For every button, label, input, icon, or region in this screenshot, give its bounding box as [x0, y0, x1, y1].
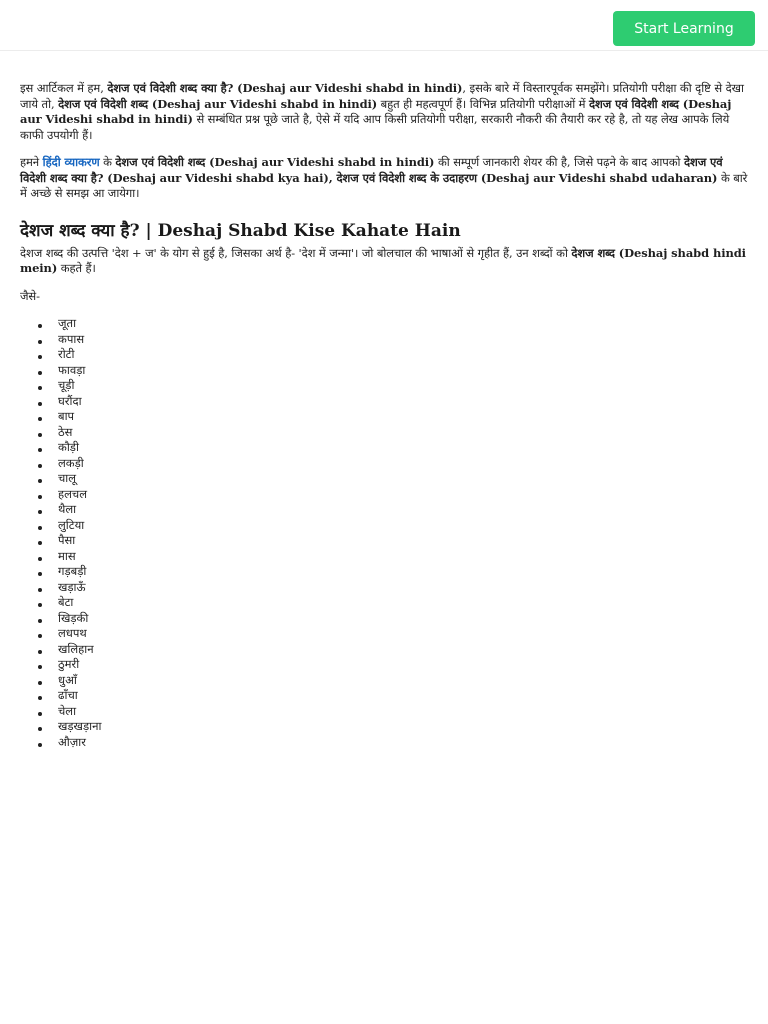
bullet-icon: [38, 665, 42, 669]
definition-text-1: देशज शब्द की उत्पत्ति 'देश + ज' के योग से हुई है, जिसका अर्थ है- 'देश में जन्मा'। जो बोलचाल की भाषाओं से गृहीत हैं, उन शब्दों को: [20, 245, 572, 260]
intro-paragraph-1: [20, 81, 748, 143]
list-item: [58, 580, 748, 596]
list-item-text: ढाँचा: [58, 688, 78, 702]
bullet-icon: [38, 448, 42, 452]
hindi-vyakaran-link[interactable]: हिंदी व्याकरण: [42, 155, 100, 169]
list-item: [58, 564, 748, 580]
intro2-text-4: के बारे में अच्छे से समझ आ जायेगा।: [20, 170, 748, 200]
list-item: [58, 502, 748, 518]
definition-paragraph: [20, 246, 748, 277]
list-item-text: चालू: [58, 471, 77, 485]
bullet-icon: [38, 588, 42, 592]
list-item-text: चेला: [58, 703, 77, 718]
list-item: [58, 332, 748, 348]
list-item-text: मास: [58, 548, 76, 563]
list-item-text: पैसा: [58, 533, 76, 547]
list-item: [58, 409, 748, 425]
bullet-icon: [38, 324, 42, 328]
list-item: [58, 549, 748, 565]
examples-list: [20, 316, 748, 750]
list-item-text: लुटिया: [58, 517, 85, 532]
list-item-text: धुआँ: [58, 672, 77, 687]
examples-intro: जैसे-: [20, 288, 40, 303]
bullet-icon: [38, 712, 42, 716]
list-item-text: चूड़ी: [58, 378, 75, 392]
bullet-icon: [38, 619, 42, 623]
list-item: [58, 363, 748, 379]
list-item: [58, 657, 748, 673]
list-item: [58, 394, 748, 410]
intro2-text-2: के: [99, 155, 116, 169]
list-item-text: थैला: [58, 502, 77, 516]
list-item: [58, 518, 748, 534]
list-item: [58, 595, 748, 611]
list-item-text: घरौंदा: [58, 393, 82, 408]
bullet-icon: [38, 634, 42, 638]
bullet-icon: [38, 541, 42, 545]
list-item-text: कौड़ी: [58, 440, 79, 454]
intro2-text-3: की सम्पूर्ण जानकारी शेयर की है, जिसे पढ़ने के बाद आपको: [434, 155, 684, 169]
list-item: [58, 440, 748, 456]
intro1-text-1: इस आर्टिकल में हम,: [20, 81, 108, 95]
list-item-text: खिड़की: [58, 610, 89, 625]
list-item: [58, 611, 748, 627]
list-item: [58, 425, 748, 441]
bullet-icon: [38, 371, 42, 375]
bullet-icon: [38, 526, 42, 530]
list-item-text: कपास: [58, 331, 85, 346]
bullet-icon: [38, 650, 42, 654]
list-item: [58, 642, 748, 658]
bullet-icon: [38, 557, 42, 561]
bullet-icon: [38, 340, 42, 344]
intro1-bold-3: देशज एवं विदेशी शब्द (Deshaj aur Videshi shabd in hindi): [20, 96, 732, 126]
list-item: [58, 378, 748, 394]
definition-bold: देशज शब्द (Deshaj shabd hindi mein): [20, 245, 746, 275]
bullet-icon: [38, 433, 42, 437]
list-item: [58, 533, 748, 549]
list-item-text: लधपथ: [58, 626, 87, 640]
bullet-icon: [38, 510, 42, 514]
list-item: [58, 471, 748, 487]
bullet-icon: [38, 696, 42, 700]
list-item-text: खलिहान: [58, 641, 94, 656]
intro1-text-4: से सम्बंधित प्रश्न पूछे जाते है, ऐसे में यदि आप किसी प्रतियोगी परीक्षा, सरकारी नौकरी की तैयारी कर रहे है, तो यह लेख आपके लिये काफी उपयोगी हैं।: [20, 112, 730, 142]
list-item-text: औज़ार: [58, 734, 86, 749]
list-item: [58, 626, 748, 642]
list-item: [58, 704, 748, 720]
list-item: [58, 719, 748, 735]
list-item: [58, 673, 748, 689]
bullet-icon: [38, 572, 42, 576]
section-heading: देशज शब्द क्या है? | Deshaj Shabd Kise Kahate Hain: [20, 220, 461, 241]
intro1-text-2: , इसके बारे में विस्तारपूर्वक समझेंगे। प्रतियोगी परीक्षा की दृष्टि से देखा जाये तो,: [20, 81, 744, 111]
bullet-icon: [38, 479, 42, 483]
article-content: [0, 51, 768, 750]
list-item-text: रोटी: [58, 347, 75, 361]
bullet-icon: [38, 464, 42, 468]
list-item-text: ठुमरी: [58, 657, 80, 671]
list-item-text: खड़ाऊँ: [58, 579, 86, 594]
bullet-icon: [38, 495, 42, 499]
list-item-text: जूता: [58, 316, 77, 330]
list-item: [58, 456, 748, 472]
top-bar: [0, 0, 768, 51]
definition-text-2: कहते हैं।: [57, 261, 96, 275]
list-item: [58, 487, 748, 503]
list-item-text: बाप: [58, 409, 75, 423]
intro2-bold-1: देशज एवं विदेशी शब्द (Deshaj aur Videshi shabd in hindi): [115, 155, 435, 169]
bullet-icon: [38, 386, 42, 390]
bullet-icon: [38, 681, 42, 685]
start-learning-button[interactable]: Start Learning: [613, 11, 755, 46]
intro-paragraph-2: [20, 155, 748, 202]
list-item: [58, 688, 748, 704]
bullet-icon: [38, 417, 42, 421]
bullet-icon: [38, 402, 42, 406]
list-item-text: हलचल: [58, 486, 88, 501]
intro1-text-3: बहुत ही महत्वपूर्ण हैं। विभिन्न प्रतियोगी परीक्षाओं में: [377, 96, 590, 111]
list-item: [58, 347, 748, 363]
list-item: [58, 316, 748, 332]
list-item-text: लकड़ी: [58, 455, 84, 470]
bullet-icon: [38, 727, 42, 731]
list-item-text: गड़बड़ी: [58, 564, 87, 578]
intro1-bold-1: देशज एवं विदेशी शब्द क्या है? (Deshaj aur Videshi shabd in hindi): [107, 81, 463, 95]
list-item-text: ठेस: [58, 424, 73, 439]
bullet-icon: [38, 355, 42, 359]
list-item-text: बेटा: [58, 595, 74, 609]
bullet-icon: [38, 743, 42, 747]
list-item-text: फावड़ा: [58, 362, 86, 377]
intro2-bold-2: देशज एवं विदेशी शब्द क्या है? (Deshaj aur Videshi shabd kya hai), देशज एवं विदेशी शब्द के उदाहरण (Deshaj aur Videshi shabd udaharan): [20, 155, 723, 185]
list-item: [58, 735, 748, 751]
intro1-bold-2: देशज एवं विदेशी शब्द (Deshaj aur Videshi shabd in hindi): [58, 96, 378, 111]
bullet-icon: [38, 603, 42, 607]
intro2-text-1: हमने: [20, 155, 43, 169]
list-item-text: खड़खड़ाना: [58, 719, 102, 733]
